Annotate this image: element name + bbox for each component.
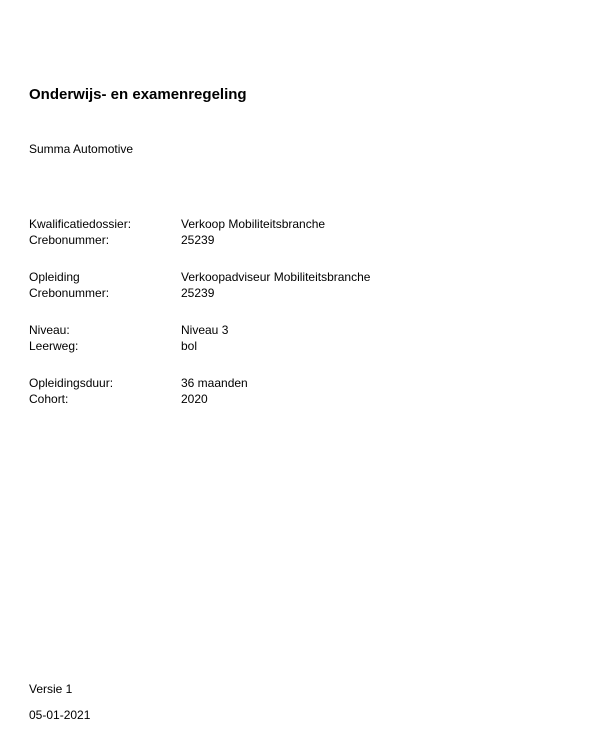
- detail-row: [29, 216, 549, 232]
- detail-label: Kwalificatiedossier:: [29, 217, 132, 231]
- detail-row: [29, 269, 549, 285]
- detail-label: Cohort:: [29, 392, 69, 406]
- detail-row: [29, 338, 549, 354]
- detail-row: [29, 391, 549, 407]
- document-version: Versie 1: [29, 682, 73, 696]
- detail-group-qualification: [29, 216, 549, 248]
- detail-value: 2020: [181, 392, 208, 406]
- detail-label: Crebonummer:: [29, 286, 110, 300]
- detail-label: Niveau:: [29, 323, 70, 337]
- detail-value: Verkoopadviseur Mobiliteitsbranche: [181, 270, 371, 284]
- document-date: 05-01-2021: [29, 708, 91, 722]
- detail-value: 25239: [181, 286, 215, 300]
- detail-row: [29, 322, 549, 338]
- detail-row: [29, 232, 549, 248]
- detail-label: Opleidingsduur:: [29, 376, 114, 390]
- detail-row: [29, 285, 549, 301]
- detail-row: [29, 375, 549, 391]
- detail-label: Crebonummer:: [29, 233, 110, 247]
- detail-value: 36 maanden: [181, 376, 248, 390]
- detail-group-education: [29, 269, 549, 301]
- detail-group-duration: [29, 375, 549, 407]
- detail-value: 25239: [181, 233, 215, 247]
- detail-value: Verkoop Mobiliteitsbranche: [181, 217, 326, 231]
- detail-label: Opleiding: [29, 270, 80, 284]
- detail-value: bol: [181, 339, 198, 353]
- detail-value: Niveau 3: [181, 323, 229, 337]
- detail-label: Leerweg:: [29, 339, 79, 353]
- organization-name: Summa Automotive: [29, 142, 134, 156]
- detail-group-level: [29, 322, 549, 354]
- document-title: Onderwijs- en examenregeling: [29, 86, 247, 103]
